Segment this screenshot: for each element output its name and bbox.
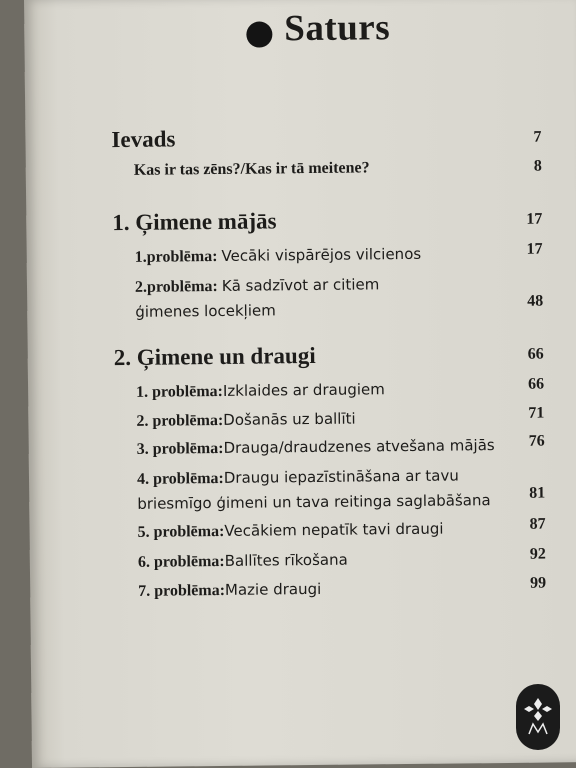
entry-title: Ballītes rīkošana xyxy=(224,550,348,570)
page-title: Saturs xyxy=(284,7,391,50)
contents-heading xyxy=(246,6,390,51)
section-title: 1. Ģimene mājās xyxy=(112,208,277,236)
toc-entry xyxy=(136,405,544,434)
page-number: 99 xyxy=(530,574,547,592)
toc-entry xyxy=(138,546,546,575)
problem-label: 3. problēma: xyxy=(136,439,224,458)
section-title: Ievads xyxy=(111,126,176,153)
page-number: 8 xyxy=(533,157,542,175)
problem-label: 2. problēma: xyxy=(136,411,224,430)
page-number: 92 xyxy=(529,545,546,563)
problem-label: 1.problēma: xyxy=(134,247,218,266)
entry-title: Kā sadzīvot ar citiem xyxy=(221,275,380,295)
toc-entry xyxy=(135,269,544,325)
page-number: 17 xyxy=(526,210,543,228)
problem-label: 1. problēma: xyxy=(136,382,224,401)
entry-title: Drauga/draudzenes atvešana mājās xyxy=(223,436,495,457)
watermark-logo-icon xyxy=(516,684,560,750)
entry-title: Kas ir tas zēns?/Kas ir tā meitene? xyxy=(133,159,370,179)
page-number: 66 xyxy=(527,375,545,393)
entry-title-continued: briesmīgo ģimeni un tava reitinga saglabāšana xyxy=(137,491,491,513)
page-number: 76 xyxy=(528,432,545,450)
toc-entry xyxy=(136,376,544,405)
entry-title: Došanās uz ballīti xyxy=(223,409,356,429)
page-number: 7 xyxy=(533,128,542,146)
toc-entry xyxy=(138,575,546,604)
toc-entry xyxy=(135,241,543,270)
toc-entry xyxy=(137,433,545,462)
toc-entry xyxy=(137,516,545,545)
page-number: 87 xyxy=(529,515,546,533)
page-number: 71 xyxy=(528,404,545,422)
toc-entry xyxy=(134,158,542,180)
entry-title: Mazie draugi xyxy=(224,579,322,599)
entry-title: Izklaides ar draugiem xyxy=(222,380,385,400)
bullet-icon xyxy=(246,21,272,47)
toc-section-chapter-1 xyxy=(112,206,542,237)
problem-label: 6. problēma: xyxy=(137,552,225,571)
entry-title: Vecākiem nepatīk tavi draugi xyxy=(224,519,444,540)
page-number: 48 xyxy=(527,292,544,310)
page-number: 66 xyxy=(527,345,544,363)
section-title: 2. Ģimene un draugi xyxy=(113,342,316,371)
book-page xyxy=(24,0,576,768)
page-number: 81 xyxy=(529,484,546,502)
problem-label: 7. problēma: xyxy=(138,581,226,600)
entry-title: Draugu iepazīstināšana ar tavu xyxy=(223,466,459,487)
problem-label: 2.problēma: xyxy=(134,277,218,296)
toc-section-intro xyxy=(111,123,541,154)
page-number: 17 xyxy=(526,240,543,258)
problem-label: 4. problēma: xyxy=(136,469,224,488)
toc-section-chapter-2 xyxy=(114,341,544,372)
toc-entry xyxy=(137,461,546,517)
entry-title: Vecāki vispārējos vilcienos xyxy=(221,244,422,265)
entry-title-continued: ģimenes locekļiem xyxy=(135,301,276,321)
problem-label: 5. problēma: xyxy=(137,522,225,541)
